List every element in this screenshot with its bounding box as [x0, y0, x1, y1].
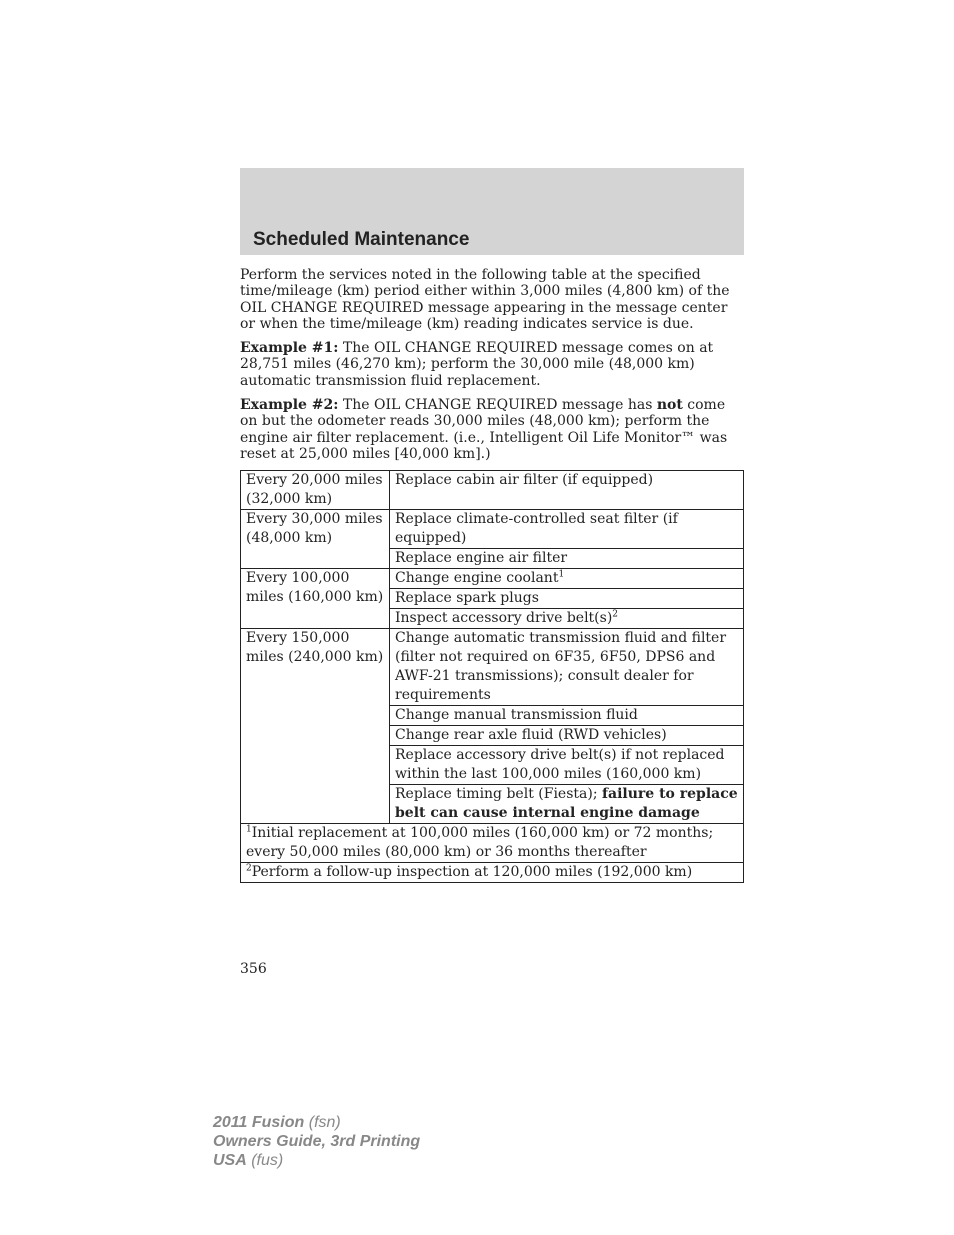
section-header-band [240, 168, 744, 255]
section-title: Scheduled Maintenance [253, 229, 470, 250]
example-2-text-a: The OIL CHANGE REQUIRED message has [338, 397, 657, 414]
footnote-text: Perform a follow-up inspection at 120,000 miles (192,000 km) [251, 864, 693, 881]
table-row [241, 824, 744, 863]
footnote-cell [241, 863, 744, 883]
task-cell: Replace spark plugs [390, 589, 744, 609]
example-2-label: Example #2: [240, 397, 339, 414]
footnote-text: Initial replacement at 100,000 miles (160,000 km) or 72 months; every 50,000 miles (80,000 km) or 36 months thereafter [246, 825, 714, 861]
footer-line-1 [213, 1113, 420, 1132]
footer-line-2: Owners Guide, 3rd Printing [213, 1133, 421, 1150]
task-cell: Change automatic transmission fluid and filter (filter not required on 6F35, 6F50, DPS6 and AWF-21 transmissions); consult dealer for requirements [390, 629, 744, 706]
task-text: Replace timing belt (Fiesta); [395, 786, 602, 803]
footer-model-code: (fsn) [304, 1114, 341, 1131]
footnote-cell [241, 824, 744, 863]
footnote-ref: 2 [612, 609, 619, 620]
footer-model: 2011 Fusion [213, 1114, 305, 1131]
task-cell: Replace cabin air filter (if equipped) [390, 471, 744, 510]
table-row [241, 471, 744, 510]
example-1-text: The OIL CHANGE REQUIRED message comes on at 28,751 miles (46,270 km); perform the 30,000 mile (48,000 km) automatic transmission fluid replacement. [240, 340, 714, 389]
task-cell: Replace engine air filter [390, 549, 744, 569]
example-2-text-b: come on but the odometer reads 30,000 miles (48,000 km); perform the engine air filter replacement. (i.e., Intelligent Oil Life Monitor™ was reset at 25,000 miles [40,000 km].) [240, 397, 728, 462]
task-cell [390, 609, 744, 629]
example-2-bold-not: not [656, 397, 683, 414]
footnote-marker: 2 [246, 863, 252, 874]
footer-region: USA [213, 1152, 247, 1169]
example-2-paragraph [240, 397, 744, 462]
footer-region-code: (fus) [246, 1152, 284, 1169]
task-cell: Replace accessory drive belt(s) if not replaced within the last 100,000 miles (160,000 km) [390, 746, 744, 785]
task-text: Inspect accessory drive belt(s) [395, 610, 613, 627]
footer-line-3 [213, 1151, 420, 1170]
page-number: 356 [240, 961, 267, 977]
table-row [241, 510, 744, 549]
interval-cell: Every 20,000 miles (32,000 km) [241, 471, 390, 510]
interval-cell: Every 100,000 miles (160,000 km) [241, 569, 390, 629]
task-cell: Replace climate-controlled seat filter (if equipped) [390, 510, 744, 549]
intro-paragraph: Perform the services noted in the following table at the specified time/mileage (km) period either within 3,000 miles (4,800 km) of the OIL CHANGE REQUIRED message appearing in the message center or when the time/mileage (km) reading indicates service is due. [240, 267, 730, 332]
table-row [241, 629, 744, 706]
task-cell [390, 785, 744, 824]
footnote-marker: 1 [246, 824, 252, 835]
task-text: Change engine coolant [395, 570, 559, 587]
task-warning: failure to replace belt can cause internal engine damage [395, 786, 738, 822]
footnote-ref: 1 [558, 569, 565, 580]
task-cell: Change manual transmission fluid [390, 706, 744, 726]
maintenance-table [240, 470, 744, 883]
document-footer [213, 1113, 420, 1170]
interval-cell: Every 150,000 miles (240,000 km) [241, 629, 390, 824]
example-1-paragraph [240, 340, 744, 389]
task-cell [390, 569, 744, 589]
page-content [240, 267, 744, 883]
interval-cell: Every 30,000 miles (48,000 km) [241, 510, 390, 569]
task-cell: Change rear axle fluid (RWD vehicles) [390, 726, 744, 746]
table-row [241, 863, 744, 883]
table-row [241, 569, 744, 589]
example-1-label: Example #1: [240, 340, 339, 357]
